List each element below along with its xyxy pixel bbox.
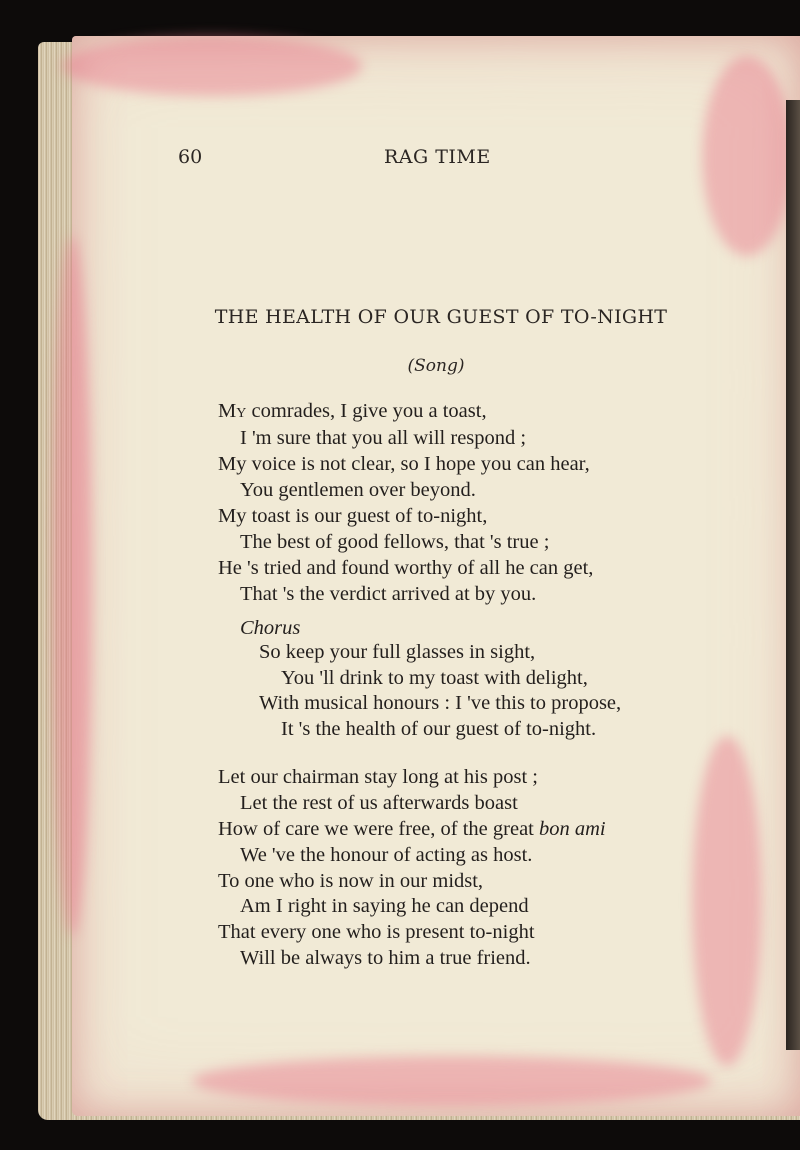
poem-line: To one who is now in our midst, <box>218 870 484 892</box>
poem-line: We 've the honour of acting as host. <box>240 844 533 866</box>
chorus-line: You 'll drink to my toast with delight, <box>281 667 588 689</box>
poem-line: Will be always to him a true friend. <box>240 947 531 969</box>
first-line-rest: comrades, I give you a toast, <box>246 400 487 422</box>
stain <box>52 236 92 936</box>
poem-line: You gentlemen over beyond. <box>240 479 476 501</box>
line-text: How of care we were free, of the great <box>218 818 539 840</box>
poem-line: That 's the verdict arrived at by you. <box>240 583 537 605</box>
poem-line: Let the rest of us afterwards boast <box>240 792 518 814</box>
running-head <box>0 146 800 176</box>
poem-line: He 's tried and found worthy of all he can get, <box>218 557 594 579</box>
stain <box>192 1056 712 1106</box>
next-page-edge <box>786 100 800 1050</box>
italic-phrase: bon ami <box>538 818 606 840</box>
stain <box>692 736 762 1066</box>
chorus-line: With musical honours : I 've this to propose, <box>259 692 622 714</box>
first-word: My <box>218 400 247 422</box>
poem-line: That every one who is present to-night <box>218 921 535 943</box>
poem-line: Let our chairman stay long at his post ; <box>218 766 538 788</box>
poem-subtitle: (Song) <box>407 356 465 376</box>
poem-title: THE HEALTH OF OUR GUEST OF TO-NIGHT <box>214 306 668 328</box>
stain <box>62 36 362 96</box>
poem-line <box>218 400 487 423</box>
chorus-line: So keep your full glasses in sight, <box>259 641 536 663</box>
chorus-line: It 's the health of our guest of to-night. <box>281 718 597 740</box>
poem-line: I 'm sure that you all will respond ; <box>240 427 527 449</box>
poem-line <box>218 818 606 841</box>
poem-line: Am I right in saying he can depend <box>240 895 529 917</box>
poem-line: The best of good fellows, that 's true ; <box>240 531 550 553</box>
poem-line: My toast is our guest of to-night, <box>218 505 488 527</box>
page-number: 60 <box>178 146 203 168</box>
chorus-label: Chorus <box>240 617 301 639</box>
poem-line: My voice is not clear, so I hope you can hear, <box>218 453 590 475</box>
running-title: RAG TIME <box>384 146 491 168</box>
